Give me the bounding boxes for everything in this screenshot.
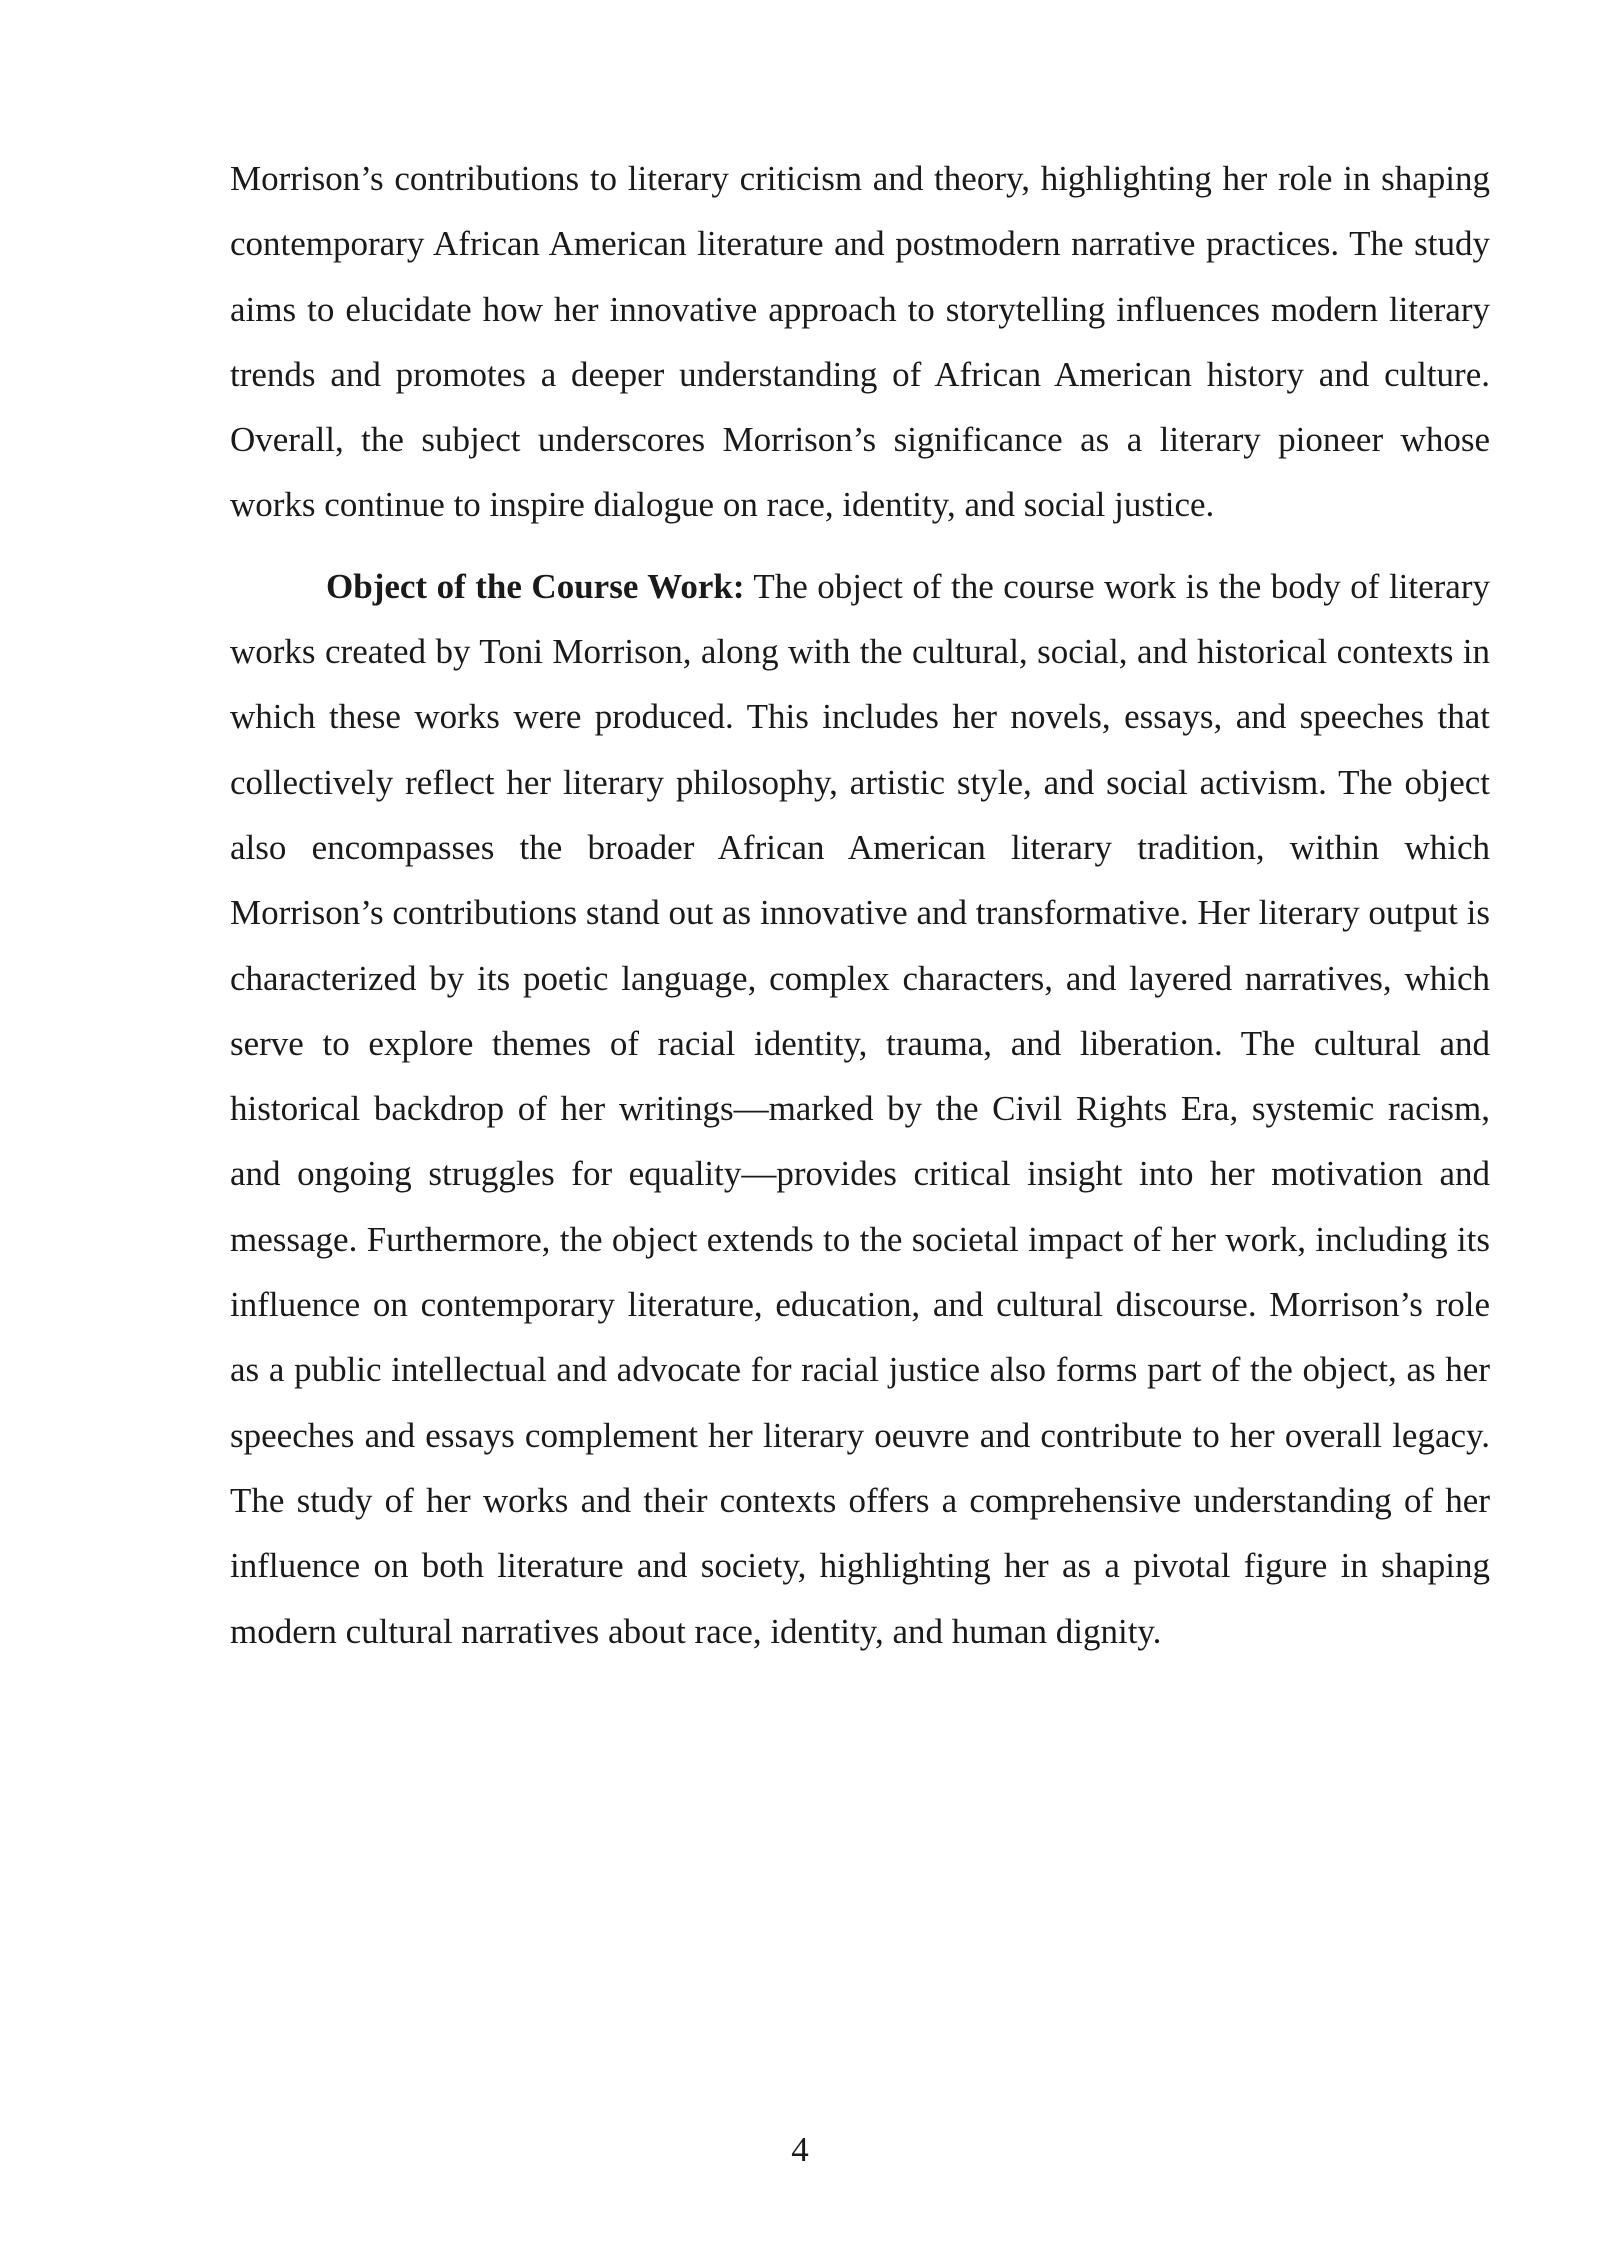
paragraph-text: The object of the course work is the body of literary works created by Toni Morrison, along with the cultural, social, and historical contexts in which these works were produced. This includes her novels, essays, and speeches that collectively reflect her literary philosophy, artistic style, and social activism. The object also encompasses the broader African American literary tradition, within which Morrison’s contributions stand out as innovative and transformative. Her literary output is characterized by its poetic language, complex characters, and layered narratives, which serve to explore themes of racial identity, trauma, and liberation. The cultural and historical backdrop of her writings—marked by the Civil Rights Era, systemic racism, and ongoing struggles for equality—provides critical insight into her motivation and message. Furthermore, the object extends to the societal impact of her work, including its influence on contemporary literature, education, and cultural discourse. Morrison’s role as a public intellectual and advocate for racial justice also forms part of the object, as her speeches and essays complement her literary oeuvre and contribute to her overall legacy. The study of her works and their contexts offers a comprehensive understanding of her influence on both literature and society, highlighting her as a pivotal figure in shaping modern cultural narratives about race, identity, and human dignity. [230,566,1490,1651]
paragraph-text: Morrison’s contributions to literary criticism and theory, highlighting her role in shaping contemporary African American literature and postmodern narrative practices. The study aims to elucidate how her innovative approach to storytelling influences modern literary trends and promotes a deeper understanding of African American history and culture. Overall, the subject underscores Morrison’s significance as a literary pioneer whose works continue to inspire dialogue on race, identity, and social justice. [230,159,1490,525]
body-text [230,146,1490,1664]
paragraph-object-of-course-work [230,554,1490,1664]
paragraph-subject-continuation [230,146,1490,538]
paragraph-heading: Object of the Course Work: [326,566,745,606]
page-number: 4 [791,2130,809,2169]
